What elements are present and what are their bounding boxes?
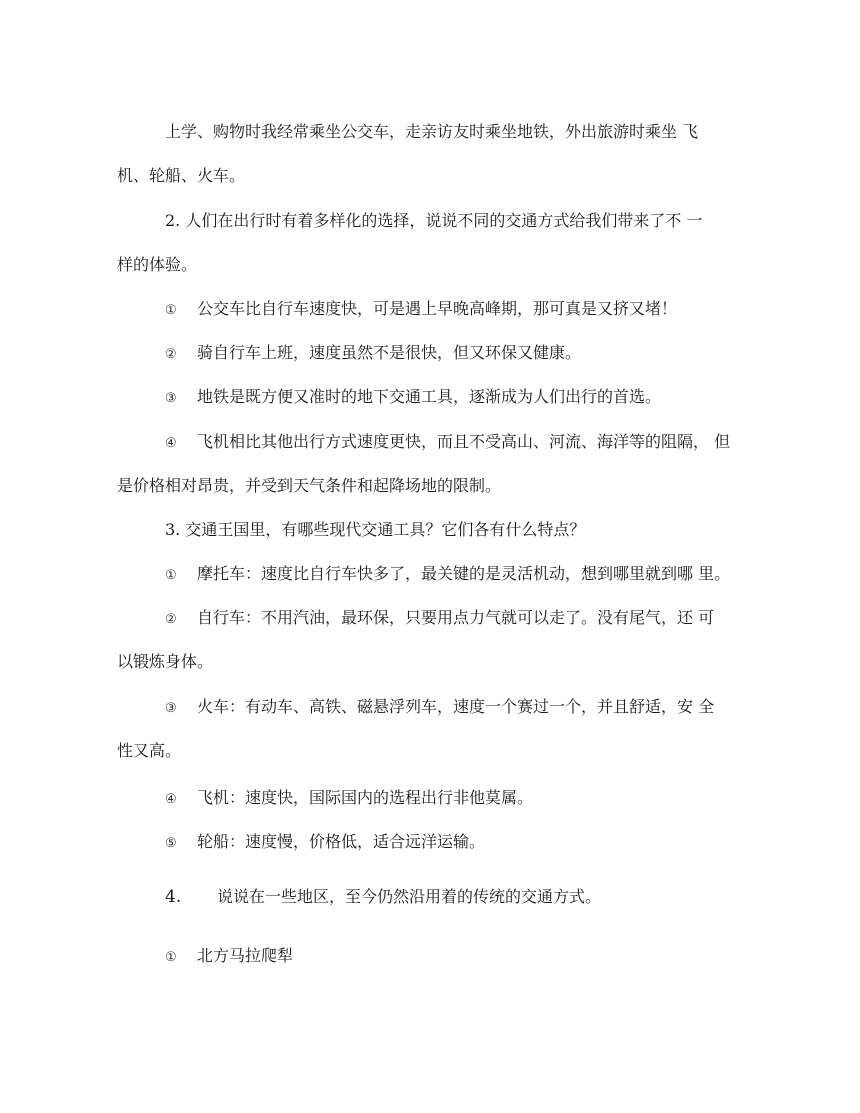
q2-item-2 (165, 342, 581, 366)
q3-item-2-continued: 以锻炼身体。 (117, 652, 214, 671)
q3-item-4-number: ④ (165, 792, 177, 807)
q2-item-4-text: 飞机相比其他出行方式速度更快，而且不受高山、河流、海洋等的阻隔， 但 (197, 432, 731, 451)
q2-item-1-number: ① (165, 303, 177, 318)
q2-item-3-text: 地铁是既方便又准时的地下交通工具，逐渐成为人们出行的首选。 (197, 387, 662, 406)
q3-item-3-text: 火车：有动车、高铁、磁悬浮列车，速度一个赛过一个，并且舒适，安 全 (197, 697, 715, 716)
q3-item-4 (165, 787, 533, 811)
intro-line-2: 机、轮船、火车。 (117, 166, 246, 185)
question-4-text: 说说在一些地区，至今仍然沿用着的传统的交通方式。 (217, 887, 602, 906)
q3-item-3 (165, 696, 714, 720)
q3-item-1 (165, 563, 730, 587)
q4-item-1 (165, 945, 293, 969)
q3-item-5 (165, 831, 485, 855)
q4-item-1-text: 北方马拉爬犁 (197, 946, 294, 965)
q3-item-2-number: ② (165, 612, 177, 627)
q2-item-3-number: ③ (165, 391, 177, 406)
q3-item-1-number: ① (165, 568, 177, 583)
question-3-line-1: 3. 交通王国里，有哪些现代交通工具？它们各有什么特点？ (165, 520, 586, 539)
q3-item-5-text: 轮船：速度慢，价格低，适合远洋运输。 (197, 832, 486, 851)
question-4 (165, 886, 601, 908)
intro-line-1: 上学、购物时我经常乘坐公交车，走亲访友时乘坐地铁，外出旅游时乘坐 飞 (165, 122, 699, 141)
q3-item-3-number: ③ (165, 701, 177, 716)
q2-item-1-text: 公交车比自行车速度快，可是遇上早晚高峰期，那可真是又挤又堵！ (197, 299, 678, 318)
q2-item-4-continued: 是价格相对昂贵，并受到天气条件和起降场地的限制。 (117, 476, 502, 495)
q3-item-2 (165, 607, 714, 631)
q3-item-3-continued: 性又高。 (117, 741, 182, 760)
q2-item-2-number: ② (165, 347, 177, 362)
q2-item-1 (165, 298, 677, 322)
q2-item-4 (165, 431, 730, 455)
q3-item-1-text: 摩托车：速度比自行车快多了，最关键的是灵活机动，想到哪里就到哪 里。 (197, 564, 731, 583)
q3-item-4-text: 飞机：速度快，国际国内的选程出行非他莫属。 (197, 788, 534, 807)
q2-item-2-text: 骑自行车上班，速度虽然不是很快，但又环保又健康。 (197, 343, 582, 362)
q3-item-5-number: ⑤ (165, 836, 177, 851)
question-2-line-2: 样的体验。 (117, 255, 198, 274)
question-2-line-1: 2. 人们在出行时有着多样化的选择，说说不同的交通方式给我们带来了不 一 (165, 211, 703, 230)
q3-item-2-text: 自行车：不用汽油，最环保，只要用点力气就可以走了。没有尾气，还 可 (197, 608, 715, 627)
question-4-number: 4. (165, 887, 182, 907)
q2-item-4-number: ④ (165, 436, 177, 451)
q2-item-3 (165, 386, 661, 410)
q4-item-1-number: ① (165, 950, 177, 965)
